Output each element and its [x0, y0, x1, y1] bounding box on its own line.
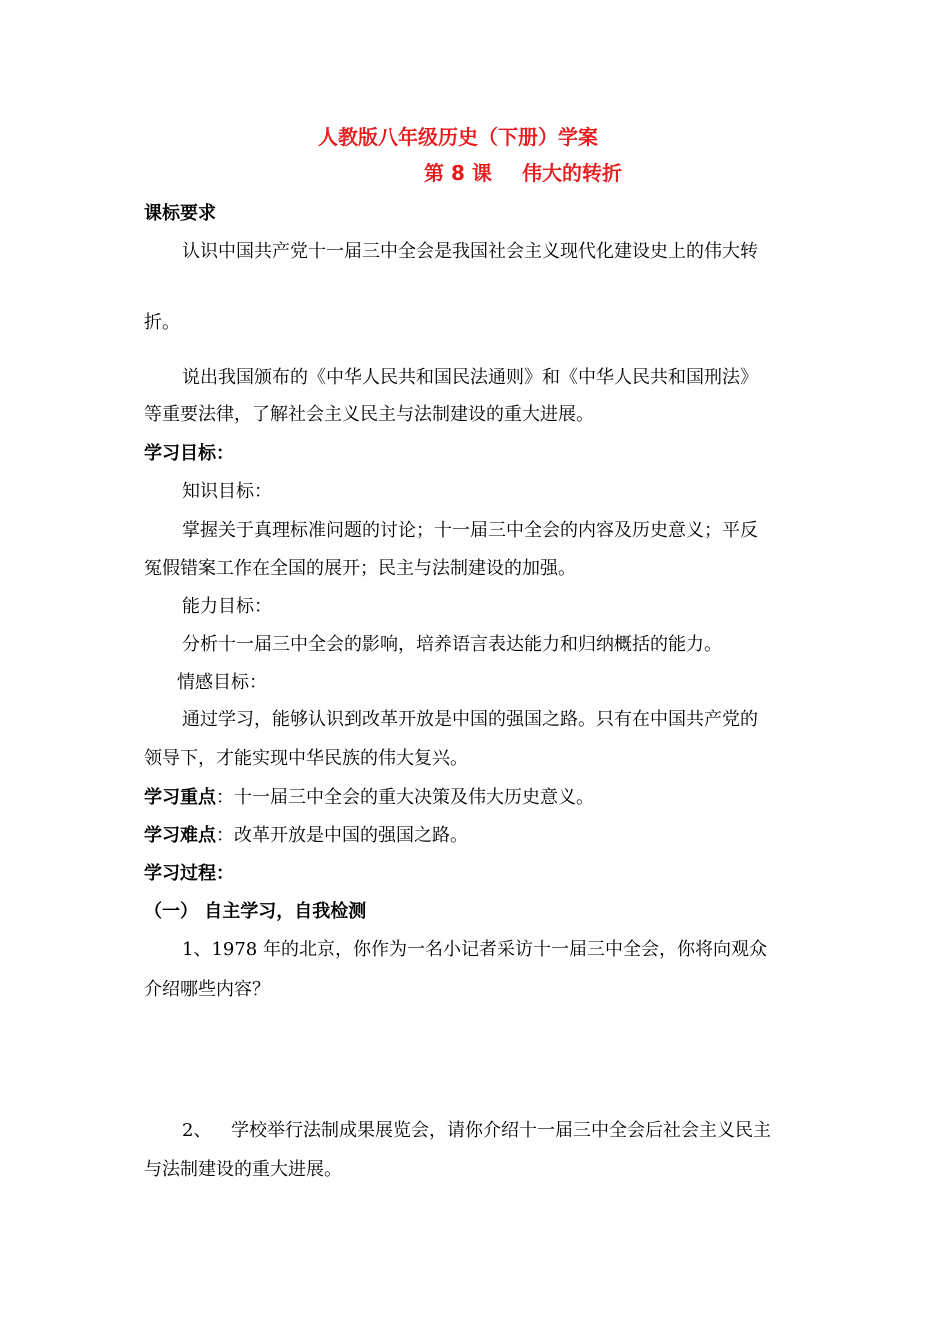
process-heading: 学习过程： — [144, 863, 234, 884]
lesson-number: 第 8 课 — [424, 161, 492, 185]
key-point — [144, 787, 594, 809]
emotion-goal-text: 通过学习，能够认识到改革开放是中国的强国之路。只有在中国共产党的 — [182, 709, 758, 730]
difficulty — [144, 825, 468, 847]
difficulty-text: ：改革开放是中国的强国之路。 — [216, 825, 468, 846]
curriculum-heading: 课标要求 — [144, 203, 216, 224]
difficulty-label: 学习难点 — [144, 825, 216, 846]
ability-goal-label: 能力目标： — [182, 596, 272, 617]
emotion-goal-label: 情感目标： — [177, 672, 267, 693]
knowledge-goal-label: 知识目标： — [182, 481, 272, 502]
key-point-text: ：十一届三中全会的重大决策及伟大历史意义。 — [216, 787, 594, 808]
page-title: 人教版八年级历史（下册）学案 — [318, 125, 598, 149]
section-heading: （一） 自主学习，自我检测 — [144, 901, 367, 922]
key-point-label: 学习重点 — [144, 787, 216, 808]
question-2-cont: 与法制建设的重大进展。 — [144, 1159, 342, 1180]
ability-goal-text: 分析十一届三中全会的影响，培养语言表达能力和归纳概括的能力。 — [182, 634, 722, 655]
knowledge-goal-text: 掌握关于真理标准问题的讨论；十一届三中全会的内容及历史意义；平反 — [182, 520, 758, 541]
question-1: 1、1978 年的北京，你作为一名小记者采访十一届三中全会，你将向观众 — [182, 939, 767, 960]
knowledge-goal-text: 冤假错案工作在全国的展开；民主与法制建设的加强。 — [144, 558, 576, 579]
goals-heading: 学习目标： — [144, 443, 234, 464]
curriculum-text-line: 等重要法律，了解社会主义民主与法制建设的重大进展。 — [144, 404, 594, 425]
curriculum-text-line: 说出我国颁布的《中华人民共和国民法通则》和《中华人民共和国刑法》 — [182, 367, 758, 388]
lesson-title: 伟大的转折 — [522, 161, 622, 185]
question-2-number: 2、 — [182, 1120, 212, 1141]
question-2: 学校举行法制成果展览会，请你介绍十一届三中全会后社会主义民主 — [231, 1120, 771, 1141]
curriculum-text-line: 认识中国共产党十一届三中全会是我国社会主义现代化建设史上的伟大转 — [182, 241, 758, 262]
question-1-cont: 介绍哪些内容？ — [144, 979, 270, 1000]
emotion-goal-text: 领导下，才能实现中华民族的伟大复兴。 — [144, 748, 468, 769]
curriculum-text-line: 折。 — [144, 312, 180, 333]
